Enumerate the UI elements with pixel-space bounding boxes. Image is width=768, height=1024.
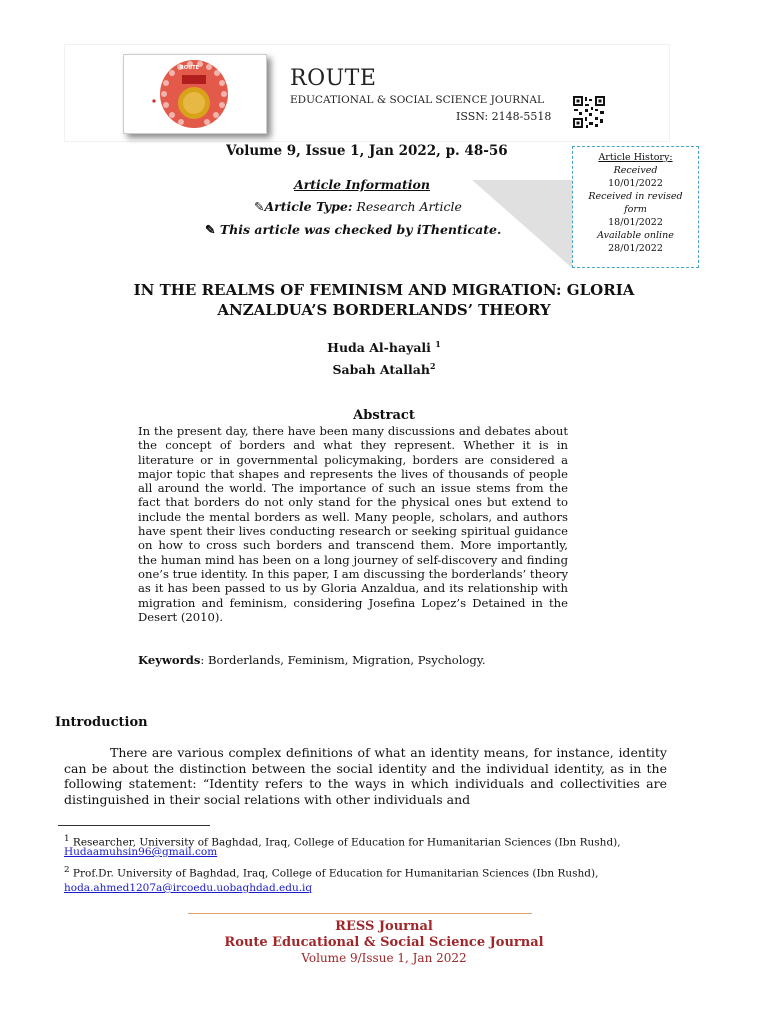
article-history-box	[572, 146, 699, 268]
logo-text: ROUTE	[180, 65, 199, 71]
journal-subtitle: EDUCATIONAL & SOCIAL SCIENCE JOURNAL	[290, 94, 544, 106]
pencil-icon: ✎	[254, 199, 265, 214]
footer-volume: Volume 9/Issue 1, Jan 2022	[301, 951, 467, 965]
history-revised-2: form	[624, 204, 647, 215]
abstract-body: In the present day, there have been many discussions and debates about the concept of borders and what they represent. Whether it is in literature or in governmental policymaking, borders are considered a major topic that shapes and represents the lives of thousands of people all around the world. The importance of such an issue stems from the fact that borders do not only stand for the physical ones but extend to include the mental borders as well. Many people, scholars, and authors have spent their lives conducting research or seeking spiritual guidance on how to cross such borders and transcend them. More importantly, the human mind has been on a long journey of self-discovery and finding one’s true identity. In this paper, I am discussing the borderlands’ theory as it has been passed to us by Gloria Anzaldua, and its relationship with migration and feminism, considering Josefina Lopez’s Detained in the Desert (2010).	[138, 424, 568, 624]
paper-title: IN THE REALMS OF FEMINISM AND MIGRATION: GLORIA ANZALDUA’S BORDERLANDS’ THEORY	[133, 281, 635, 319]
history-label: Article History:	[598, 152, 673, 163]
introduction-heading: Introduction	[55, 715, 148, 730]
footnote-2-email[interactable]: hoda.ahmed1207a@ircoedu.uobaghdad.edu.iq	[64, 882, 313, 894]
abstract-heading: Abstract	[353, 408, 415, 423]
history-received-date: 10/01/2022	[608, 178, 663, 189]
footer-journal-short: RESS Journal	[335, 919, 433, 934]
history-online: Available online	[597, 230, 674, 241]
issn: ISSN: 2148-5518	[456, 110, 552, 123]
footnote-2: $^2$ Prof.Dr. University of Baghdad, Iraq, College of Education for Humanitarian Sciences (Ibn Rushd),	[64, 865, 599, 880]
history-callout-pointer	[472, 180, 574, 272]
footnote-1: $^1$ Researcher, University of Baghdad, Iraq, College of Education for Humanitarian Sciences (Ibn Rushd),	[64, 834, 621, 849]
author-1: Huda Al-hayali $^1$	[327, 339, 441, 356]
footer-journal-name: Route Educational & Social Science Journal	[224, 935, 544, 950]
pencil-icon: ✎	[205, 222, 216, 237]
history-revised-date: 18/01/2022	[608, 217, 663, 228]
introduction-body: There are various complex definitions of what an identity means, for instance, identity can be about the distinction between the social identity and the individual identity, as in the following statement: “Identity refers to the ways in which individuals and collectivities are distinguished in their social relations with other individuals and	[64, 745, 667, 807]
author-2: Sabah Atallah$^2$	[332, 361, 436, 378]
journal-logo	[123, 54, 267, 134]
qr-code-icon	[572, 95, 606, 129]
article-info-heading: Article Information	[294, 177, 430, 192]
plagiarism-check: ✎ This article was checked by iThenticate.	[205, 222, 502, 237]
volume-line: Volume 9, Issue 1, Jan 2022, p. 48-56	[226, 143, 508, 159]
footnote-1-email[interactable]: Hudaamuhsin96@gmail.com	[64, 846, 218, 858]
history-received: Received	[613, 165, 658, 176]
footer-divider	[188, 913, 532, 914]
history-online-date: 28/01/2022	[608, 243, 663, 254]
journal-brand: ROUTE	[290, 66, 377, 91]
footnote-divider	[58, 825, 210, 826]
history-revised-1: Received in revised	[588, 191, 683, 202]
article-type: ✎Article Type: Research Article	[254, 199, 462, 214]
keywords: Keywords: Borderlands, Feminism, Migration, Psychology.	[138, 653, 486, 667]
